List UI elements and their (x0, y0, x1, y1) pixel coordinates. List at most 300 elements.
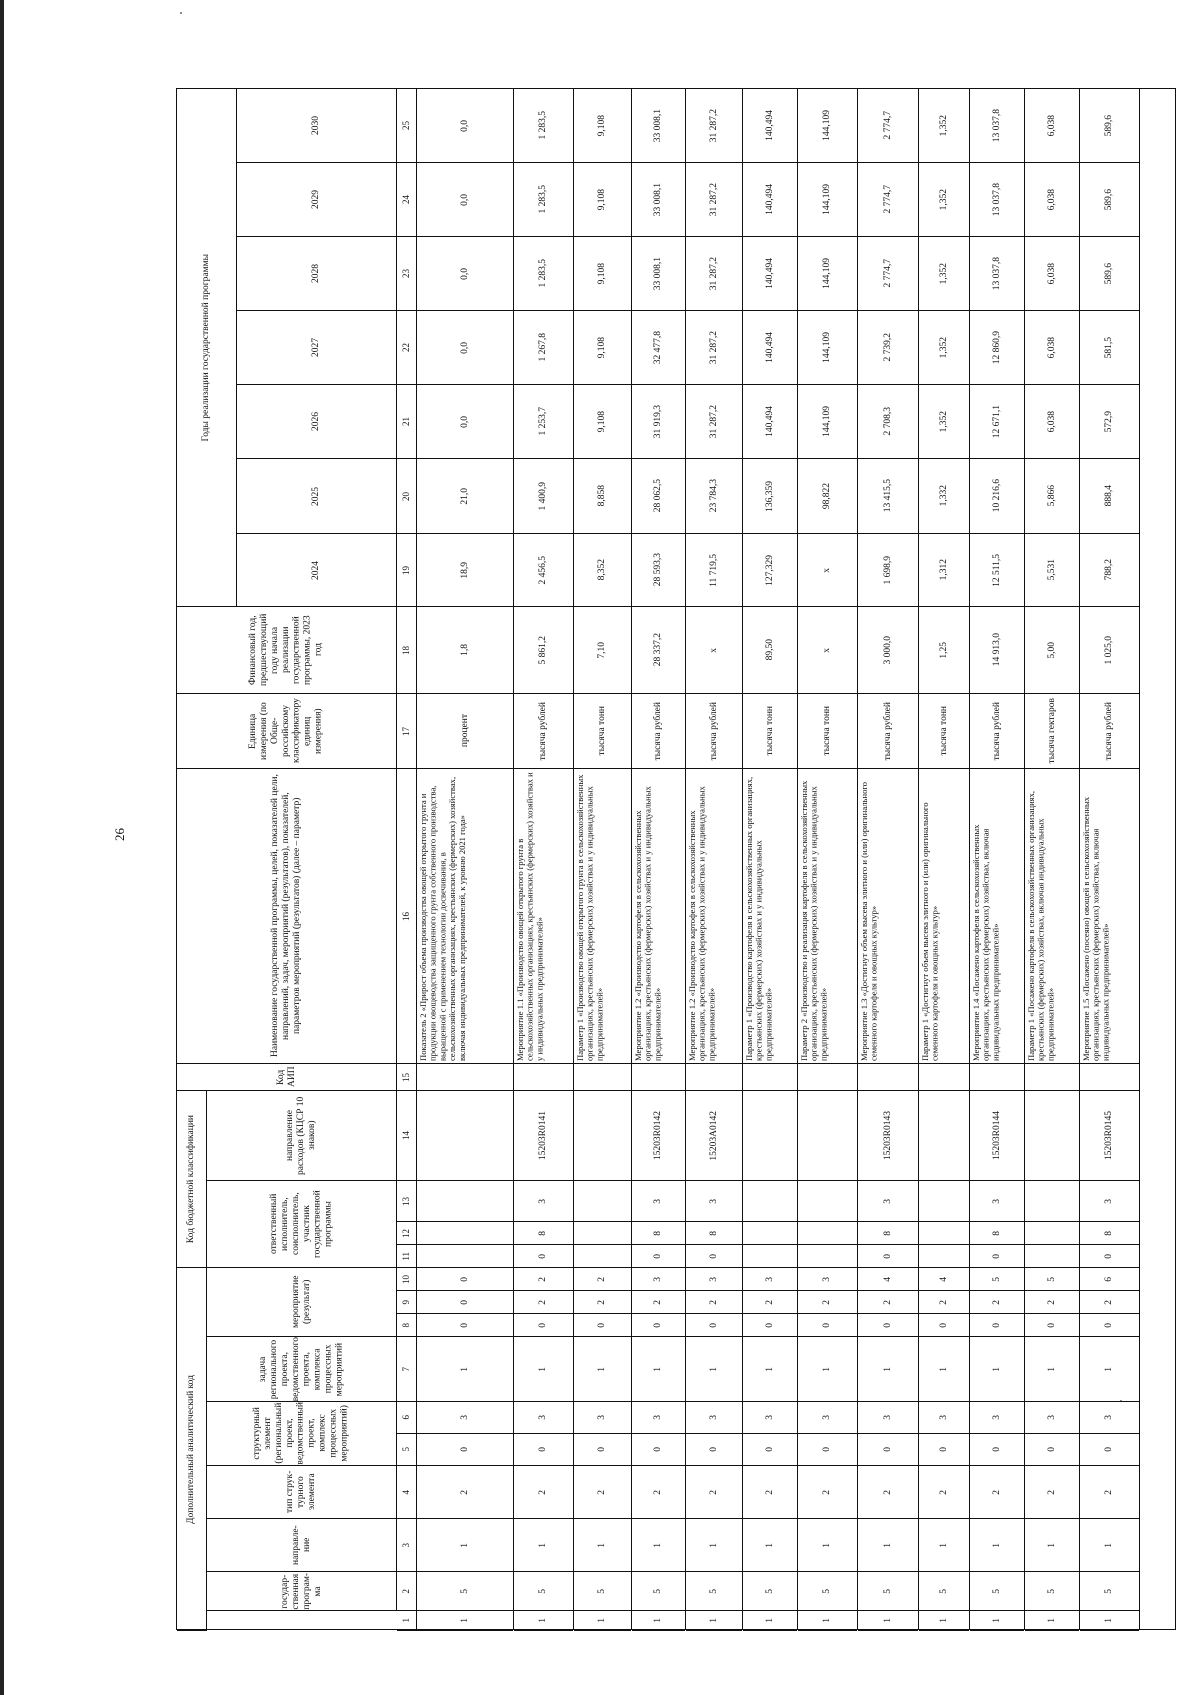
cell-text: 6 (401, 1415, 412, 1420)
cell-c8 (798, 1314, 857, 1337)
cell-text: 9,108 (597, 114, 608, 137)
cell-c10 (970, 1268, 1024, 1291)
cell-text: 2 (653, 1489, 664, 1495)
cell-text: 31 287,2 (708, 256, 719, 291)
group-budget-code (177, 1091, 207, 1268)
header-year-2030 (237, 89, 397, 163)
cell-text: 12 671,1 (991, 404, 1002, 439)
cell-base (919, 607, 969, 694)
cell-text: 3 (1046, 1415, 1057, 1420)
cell-text: 1 (822, 1542, 833, 1548)
header-unit (177, 694, 397, 769)
cell-year-2027 (574, 311, 631, 385)
cell-c4 (743, 1466, 797, 1519)
header-structure-element (207, 1402, 397, 1466)
cell-text: 2 456,5 (538, 555, 549, 585)
cell-text: 31 287,2 (708, 108, 719, 143)
cell-year-2027 (743, 311, 797, 385)
cell-text: 1 (1046, 1618, 1057, 1623)
cell-text: 1 (991, 1366, 1002, 1372)
cell-c11 (686, 1245, 742, 1268)
cell-c5 (632, 1434, 685, 1466)
cell-unit (798, 694, 857, 769)
cell-c8 (417, 1314, 513, 1337)
cell-c12 (798, 1222, 857, 1245)
cell-text: 5 (708, 1588, 719, 1594)
cell-text: Параметр 1 «Посажено картофеля в сельскохозяйственных организациях, крестьянских (фермерских) хозяйствах, включая индивидуальных предпринимателей» (1026, 790, 1056, 1061)
column-number (397, 163, 417, 237)
cell-c10 (919, 1268, 969, 1291)
cell-year-2028 (1080, 237, 1139, 311)
column-number (397, 1434, 417, 1466)
cell-c6 (1025, 1402, 1079, 1434)
cell-text: 15203R0142 (653, 1110, 664, 1161)
cell-text: 3 (938, 1415, 949, 1420)
cell-c2 (686, 1572, 742, 1611)
header-measure (207, 1268, 397, 1337)
cell-base (574, 607, 631, 694)
cell-text: 1 698,9 (882, 555, 893, 585)
cell-c6 (970, 1402, 1024, 1434)
cell-text: 11 (401, 1251, 412, 1261)
cell-text: 2 (822, 1299, 833, 1305)
cell-c11 (970, 1245, 1024, 1268)
cell-text: 8 (708, 1230, 719, 1236)
table-row (798, 89, 858, 1629)
cell-year-2028 (417, 237, 513, 311)
cell-text: 9,108 (597, 262, 608, 285)
cell-year-2030 (632, 89, 685, 163)
cell-year-2029 (574, 163, 631, 237)
cell-text: 2 (882, 1489, 893, 1495)
cell-year-2028 (514, 237, 573, 311)
cell-text: 1 (597, 1366, 608, 1372)
cell-text: тысяча тонн (822, 706, 833, 756)
table-row (1025, 89, 1080, 1629)
cell-c2 (798, 1572, 857, 1611)
table-row (970, 89, 1025, 1629)
cell-c1 (798, 1611, 857, 1631)
cell-text: 144,109 (822, 406, 833, 437)
cell-text: 2030 (311, 116, 322, 135)
cell-text: 5,00 (1046, 641, 1057, 659)
cell-year-2028 (798, 237, 857, 311)
cell-c8 (1080, 1314, 1139, 1337)
cell-year-2024 (686, 534, 742, 607)
cell-text: тысяча рублей (1104, 701, 1115, 761)
cell-text (601, 1254, 605, 1258)
cell-base (1080, 607, 1139, 694)
cell-text: 0 (708, 1447, 719, 1452)
cell-year-2027 (970, 311, 1024, 385)
cell-c5 (743, 1434, 797, 1466)
cell-text: 6,038 (1046, 262, 1057, 285)
cell-kcsr (686, 1091, 742, 1181)
cell-text: 1 (882, 1542, 893, 1548)
cell-text: Мероприятие 1.5 «Посажено (посеяно) овощей в сельскохозяйственных организациях, крестьянских (фермерских) хозяйствах, включая индивидуальных предпринимателей» (1081, 796, 1111, 1061)
cell-c3 (1025, 1519, 1079, 1572)
cell-text: 2 (764, 1299, 775, 1305)
column-number (397, 459, 417, 534)
cell-unit (743, 694, 797, 769)
cell-text: 1 (764, 1542, 775, 1548)
cell-text: 1 (991, 1542, 1002, 1548)
cell-text: 9,108 (597, 410, 608, 433)
cell-year-2027 (1080, 311, 1139, 385)
header-direction (207, 1519, 397, 1572)
cell-aip (970, 1064, 1024, 1091)
cell-c5 (919, 1434, 969, 1466)
cell-c11 (798, 1245, 857, 1268)
cell-text: 5,866 (1046, 485, 1057, 507)
cell-text (826, 1134, 830, 1138)
column-number (397, 1466, 417, 1519)
cell-text: 0 (708, 1322, 719, 1328)
cell-text: 1,352 (938, 336, 949, 359)
cell-text (601, 1231, 605, 1235)
cell-text: 1 283,5 (538, 259, 549, 288)
cell-c5 (1025, 1434, 1079, 1466)
cell-text: Показатель 2 «Прирост объема производства овощей открытого грунта и продукции овощеводства защищенного грунта собственного производства, выращенной с применением технологии досвечивания, в сельскохозяйственных организациях, крестьянских (фермерских) хозяйствах, включая индивидуальных предпринимателей, к уровню 2021 года» (418, 776, 467, 1061)
cell-text: 1,352 (938, 262, 949, 285)
cell-text: 23 784,3 (708, 479, 719, 513)
cell-year-2026 (632, 385, 685, 459)
cell-base (743, 607, 797, 694)
cell-c8 (743, 1314, 797, 1337)
cell-text: 5 861,2 (538, 635, 549, 665)
cell-text (942, 1134, 946, 1138)
cell-text: 1 (538, 1366, 549, 1372)
column-number (397, 1611, 417, 1631)
cell-text: 2025 (311, 486, 322, 506)
column-number (397, 1222, 417, 1245)
cell-kcsr (798, 1091, 857, 1181)
cell-text: 28 593,3 (653, 553, 664, 587)
cell-c10 (574, 1268, 631, 1291)
cell-year-2030 (417, 89, 513, 163)
cell-text: 0 (1046, 1447, 1057, 1452)
cell-text: 89,50 (764, 639, 775, 661)
cell-text: 31 287,2 (708, 182, 719, 217)
cell-text: Наименование государственной программы, целей, показателей цели, направлений, задач, мероприятий (результатов), показателей, параметров мероприятий (результатов) (далее – параметр) (270, 774, 302, 1058)
cell-c11 (574, 1245, 631, 1268)
cell-text: 5 (653, 1588, 664, 1594)
cell-c9 (858, 1291, 918, 1314)
cell-text: 1 (764, 1366, 775, 1372)
cell-text: задача регионального проекта, ведомственного проекта, комплекса процессных мероприятий (257, 1337, 345, 1402)
cell-text: 13 037,8 (991, 182, 1002, 217)
cell-c6 (798, 1402, 857, 1434)
cell-c3 (1080, 1519, 1139, 1572)
cell-text: 1,352 (938, 410, 949, 433)
cell-text: 3 (822, 1276, 833, 1282)
cell-year-2026 (574, 385, 631, 459)
cell-c9 (574, 1291, 631, 1314)
cell-text: тысяча гектаров (1046, 698, 1057, 764)
cell-text: 1 (1046, 1542, 1057, 1548)
cell-c13 (632, 1181, 685, 1222)
header-year-2024 (237, 534, 397, 607)
cell-text: 5,531 (1046, 559, 1057, 581)
cell-text: 13 415,5 (882, 479, 893, 513)
cell-text: 5 (401, 1447, 412, 1452)
cell-year-2026 (686, 385, 742, 459)
cell-text: 0,0 (459, 415, 470, 428)
cell-c5 (858, 1434, 918, 1466)
cell-aip (632, 1064, 685, 1091)
cell-c8 (686, 1314, 742, 1337)
cell-text: 1 (538, 1618, 549, 1623)
cell-text: 12 (401, 1228, 412, 1238)
cell-text: ответственный исполнитель, соисполнитель, участник государственной программы (268, 1190, 334, 1258)
cell-text: 2 (882, 1299, 893, 1305)
cell-c6 (632, 1402, 685, 1434)
cell-text: 1 400,9 (538, 481, 549, 511)
column-number (397, 385, 417, 459)
cell-text: 3 (1104, 1415, 1115, 1420)
cell-aip (514, 1064, 573, 1091)
cell-year-2030 (686, 89, 742, 163)
cell-kcsr (970, 1091, 1024, 1181)
cell-c9 (798, 1291, 857, 1314)
scan-speck (180, 12, 182, 14)
cell-text: 3 (538, 1415, 549, 1420)
cell-c9 (919, 1291, 969, 1314)
cell-text: 5 (1104, 1588, 1115, 1594)
column-number (397, 607, 417, 694)
cell-text: 2 (991, 1489, 1002, 1495)
cell-text (712, 1075, 716, 1079)
cell-c1 (919, 1611, 969, 1631)
cell-aip (686, 1064, 742, 1091)
cell-text: 3 (1104, 1198, 1115, 1204)
cell-text: 1 (938, 1618, 949, 1623)
cell-year-2026 (1025, 385, 1079, 459)
cell-text: 4 (938, 1276, 949, 1282)
cell-c1 (1025, 1611, 1079, 1631)
group-additional-code (177, 1268, 207, 1631)
cell-text: 15203R0144 (991, 1110, 1002, 1161)
cell-text: 2 (1046, 1299, 1057, 1305)
cell-c12 (858, 1222, 918, 1245)
cell-c11 (514, 1245, 573, 1268)
cell-text: 23 (401, 269, 412, 278)
cell-c3 (798, 1519, 857, 1572)
cell-year-2029 (632, 163, 685, 237)
cell-text: 2 (938, 1299, 949, 1305)
cell-text: Финансовый год, предшествующий году начала реализации государственной программы, 2023 год (248, 613, 324, 687)
cell-text: 33 008,1 (653, 108, 664, 143)
table-row (686, 89, 743, 1629)
cell-text: Дополнительный аналитический код (186, 1374, 197, 1524)
cell-text: 7,10 (597, 641, 608, 659)
cell-text: 581,5 (1104, 336, 1115, 359)
cell-aip (798, 1064, 857, 1091)
cell-text (463, 1075, 467, 1079)
cell-c4 (1080, 1466, 1139, 1519)
cell-text: 3 (708, 1415, 719, 1420)
cell-text: направление расходов (КЦСР 10 знаков) (285, 1096, 317, 1175)
cell-text (768, 1254, 772, 1258)
cell-text: 0 (459, 1276, 470, 1282)
cell-text: 3 (459, 1415, 470, 1420)
cell-text: тысяча рублей (882, 701, 893, 761)
cell-text: 31 287,2 (708, 404, 719, 439)
cell-text (942, 1254, 946, 1258)
cell-c3 (514, 1519, 573, 1572)
cell-c10 (858, 1268, 918, 1291)
cell-text: 2 (538, 1299, 549, 1305)
cell-text: 5 (459, 1588, 470, 1594)
cell-text: 2029 (311, 190, 322, 209)
cell-text: 28 337,2 (653, 633, 664, 667)
cell-text: тип струк-турного элемента (285, 1470, 317, 1514)
cell-year-2025 (743, 459, 797, 534)
cell-text (826, 1254, 830, 1258)
column-number (397, 311, 417, 385)
scan-edge (0, 0, 4, 1695)
cell-year-2028 (686, 237, 742, 311)
cell-c10 (1080, 1268, 1139, 1291)
cell-name (743, 769, 797, 1064)
cell-c8 (632, 1314, 685, 1337)
cell-text: 0 (991, 1447, 1002, 1452)
cell-c6 (858, 1402, 918, 1434)
cell-c12 (1025, 1222, 1079, 1245)
cell-year-2026 (514, 385, 573, 459)
cell-year-2025 (686, 459, 742, 534)
cell-c1 (970, 1611, 1024, 1631)
cell-text: Параметр 1 «Достигнут объем высева элитного и (или) оригинального семенного картофеля и овощных культур» (920, 802, 940, 1061)
cell-text: 20 (401, 491, 412, 501)
cell-text: 1,312 (938, 559, 949, 581)
cell-text: x (822, 567, 833, 573)
cell-text: 136,359 (764, 480, 775, 512)
cell-text: 0 (991, 1322, 1002, 1328)
cell-c1 (417, 1611, 513, 1631)
header-year-2029 (237, 163, 397, 237)
cell-text: 11 719,5 (708, 553, 719, 587)
cell-text: 25 (401, 121, 412, 130)
cell-text: 15203R0141 (538, 1110, 549, 1161)
cell-year-2027 (858, 311, 918, 385)
cell-text: 5 (938, 1588, 949, 1594)
cell-c7 (970, 1337, 1024, 1402)
cell-text: 5 (764, 1588, 775, 1594)
cell-unit (1080, 694, 1139, 769)
cell-c7 (632, 1337, 685, 1402)
cell-text: 1 (708, 1618, 719, 1623)
cell-year-2026 (417, 385, 513, 459)
cell-text: 0 (764, 1447, 775, 1452)
cell-text: 2 774,7 (882, 185, 893, 214)
cell-text: 140,494 (764, 332, 775, 363)
cell-c7 (417, 1337, 513, 1402)
cell-year-2030 (798, 89, 857, 163)
cell-c2 (858, 1572, 918, 1611)
cell-c5 (1080, 1434, 1139, 1466)
cell-c7 (574, 1337, 631, 1402)
cell-c3 (919, 1519, 969, 1572)
cell-c11 (743, 1245, 797, 1268)
cell-base (970, 607, 1024, 694)
cell-c9 (514, 1291, 573, 1314)
cell-aip (574, 1064, 631, 1091)
cell-year-2027 (1025, 311, 1079, 385)
cell-text: 2 (708, 1489, 719, 1495)
cell-year-2024 (858, 534, 918, 607)
cell-c1 (632, 1611, 685, 1631)
cell-text: 2 774,7 (882, 259, 893, 288)
header-task (207, 1337, 397, 1402)
cell-text: 144,109 (822, 332, 833, 363)
cell-year-2029 (417, 163, 513, 237)
cell-text (1108, 1075, 1112, 1079)
cell-text (768, 1199, 772, 1203)
header-aip-code (177, 1064, 397, 1091)
cell-text: 6,038 (1046, 336, 1057, 359)
cell-text: 0 (882, 1447, 893, 1452)
cell-kcsr (1025, 1091, 1079, 1181)
cell-text (1050, 1134, 1054, 1138)
cell-aip (919, 1064, 969, 1091)
cell-c7 (1025, 1337, 1079, 1402)
cell-c12 (514, 1222, 573, 1245)
cell-text: 24 (401, 195, 412, 204)
cell-text: 0 (653, 1447, 664, 1452)
cell-c10 (1025, 1268, 1079, 1291)
cell-c13 (1080, 1181, 1139, 1222)
cell-c4 (686, 1466, 742, 1519)
cell-text: 1,352 (938, 114, 949, 137)
cell-text: 1 (597, 1618, 608, 1623)
cell-text: 21 (401, 417, 412, 426)
cell-c12 (574, 1222, 631, 1245)
cell-text: 788,2 (1104, 559, 1115, 581)
cell-c6 (919, 1402, 969, 1434)
cell-text: 2028 (311, 264, 322, 283)
cell-aip (417, 1064, 513, 1091)
cell-text: 14 913,0 (991, 633, 1002, 667)
cell-c3 (574, 1519, 631, 1572)
cell-text: 2 (597, 1276, 608, 1282)
cell-c3 (686, 1519, 742, 1572)
cell-c12 (743, 1222, 797, 1245)
cell-c13 (574, 1181, 631, 1222)
cell-text: 144,109 (822, 184, 833, 215)
cell-c7 (743, 1337, 797, 1402)
cell-text: 14 (401, 1131, 412, 1140)
cell-text: 888,4 (1104, 485, 1115, 507)
cell-text: 0 (882, 1322, 893, 1328)
cell-text: 1 (822, 1366, 833, 1372)
cell-text (942, 1199, 946, 1203)
cell-text: 2 (1104, 1299, 1115, 1305)
cell-text: 1 (1104, 1542, 1115, 1548)
cell-c7 (1080, 1337, 1139, 1402)
cell-name (1025, 769, 1079, 1064)
cell-text: 1 283,5 (538, 185, 549, 214)
cell-text: 0 (822, 1322, 833, 1328)
cell-c5 (686, 1434, 742, 1466)
cell-text: 5 (882, 1588, 893, 1594)
cell-year-2027 (632, 311, 685, 385)
cell-c5 (514, 1434, 573, 1466)
column-number (397, 1091, 417, 1181)
cell-c9 (970, 1291, 1024, 1314)
cell-c10 (686, 1268, 742, 1291)
cell-unit (574, 694, 631, 769)
